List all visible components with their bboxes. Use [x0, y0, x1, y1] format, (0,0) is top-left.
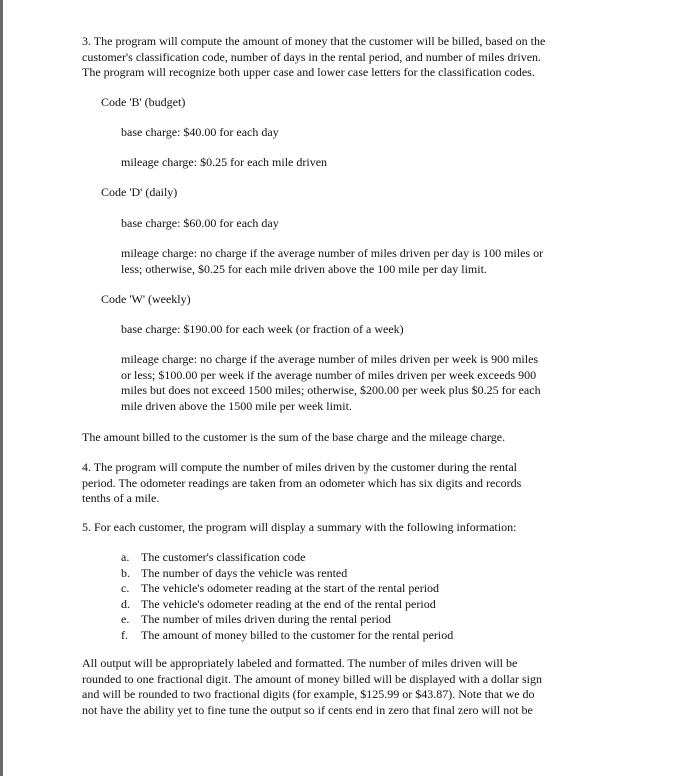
- section4-line-3: tenths of a mile.: [82, 491, 160, 506]
- section3-line-1: 3. The program will compute the amount of money that the customer will be billed, based on the: [82, 34, 546, 48]
- list-item: c. The vehicle's odometer reading at the start of the rental period: [121, 581, 440, 595]
- code-b-base-charge: base charge: $40.00 for each day: [121, 125, 279, 139]
- code-w-mileage-line-1: mileage charge: no charge if the average number of miles driven per week is 900 miles: [121, 352, 539, 366]
- code-w-base-charge: base charge: $190.00 for each week (or fraction of a week): [121, 322, 404, 336]
- section5-closing-line-2: rounded to one fractional digit. The amount of money billed will be displayed with a dollar sign: [82, 671, 543, 686]
- section3-line-3: The program will recognize both upper case and lower case letters for the classification codes.: [82, 65, 535, 80]
- list-item: d. The vehicle's odometer reading at the end of the rental period: [121, 596, 436, 611]
- code-d-base-charge: base charge: $60.00 for each day: [121, 216, 279, 230]
- code-d-mileage-line-1: mileage charge: no charge if the average number of miles driven per day is 100 miles or: [121, 246, 544, 260]
- section4-line-1: 4. The program will compute the number of miles driven by the customer during the rental: [82, 460, 517, 474]
- list-item: b. The number of days the vehicle was rented: [121, 565, 348, 580]
- code-d-heading: Code 'D' (daily): [101, 185, 178, 199]
- code-w-mileage-line-3: miles but does not exceed 1500 miles; otherwise, $200.00 per week plus $0.25 for each: [121, 383, 541, 398]
- section5-closing-line-1: All output will be appropriately labeled and formatted. The number of miles driven will be: [82, 656, 518, 670]
- code-w-heading: Code 'W' (weekly): [101, 292, 191, 306]
- code-d-mileage-line-2: less; otherwise, $0.25 for each mile driven above the 100 mile per day limit.: [121, 261, 487, 276]
- list-item: a. The customer's classification code: [121, 550, 306, 564]
- code-w-mileage-line-2: or less; $100.00 per week if the average number of miles driven per week exceeds 900: [121, 367, 537, 382]
- section5-intro: 5. For each customer, the program will display a summary with the following information:: [82, 520, 517, 534]
- section4-line-2: period. The odometer readings are taken from an odometer which has six digits and records: [82, 475, 522, 490]
- code-b-heading: Code 'B' (budget): [101, 95, 186, 109]
- section3-line-2: customer's classification code, number of days in the rental period, and number of miles driven.: [82, 49, 542, 64]
- summary-list: [121, 550, 453, 643]
- code-b-mileage-charge: mileage charge: $0.25 for each mile driven: [121, 155, 328, 169]
- list-item: f. The amount of money billed to the customer for the rental period: [121, 627, 454, 642]
- section3-summary: The amount billed to the customer is the sum of the base charge and the mileage charge.: [82, 430, 506, 444]
- code-w-mileage-line-4: mile driven above the 1500 mile per week limit.: [121, 398, 352, 413]
- section5-closing-line-4: not have the ability yet to fine tune the output so if cents end in zero that final zero will not be: [82, 702, 533, 717]
- list-item: e. The number of miles driven during the rental period: [121, 612, 391, 626]
- section5-closing-line-3: and will be rounded to two fractional digits (for example, $125.99 or $43.87). Note that we do: [82, 687, 535, 702]
